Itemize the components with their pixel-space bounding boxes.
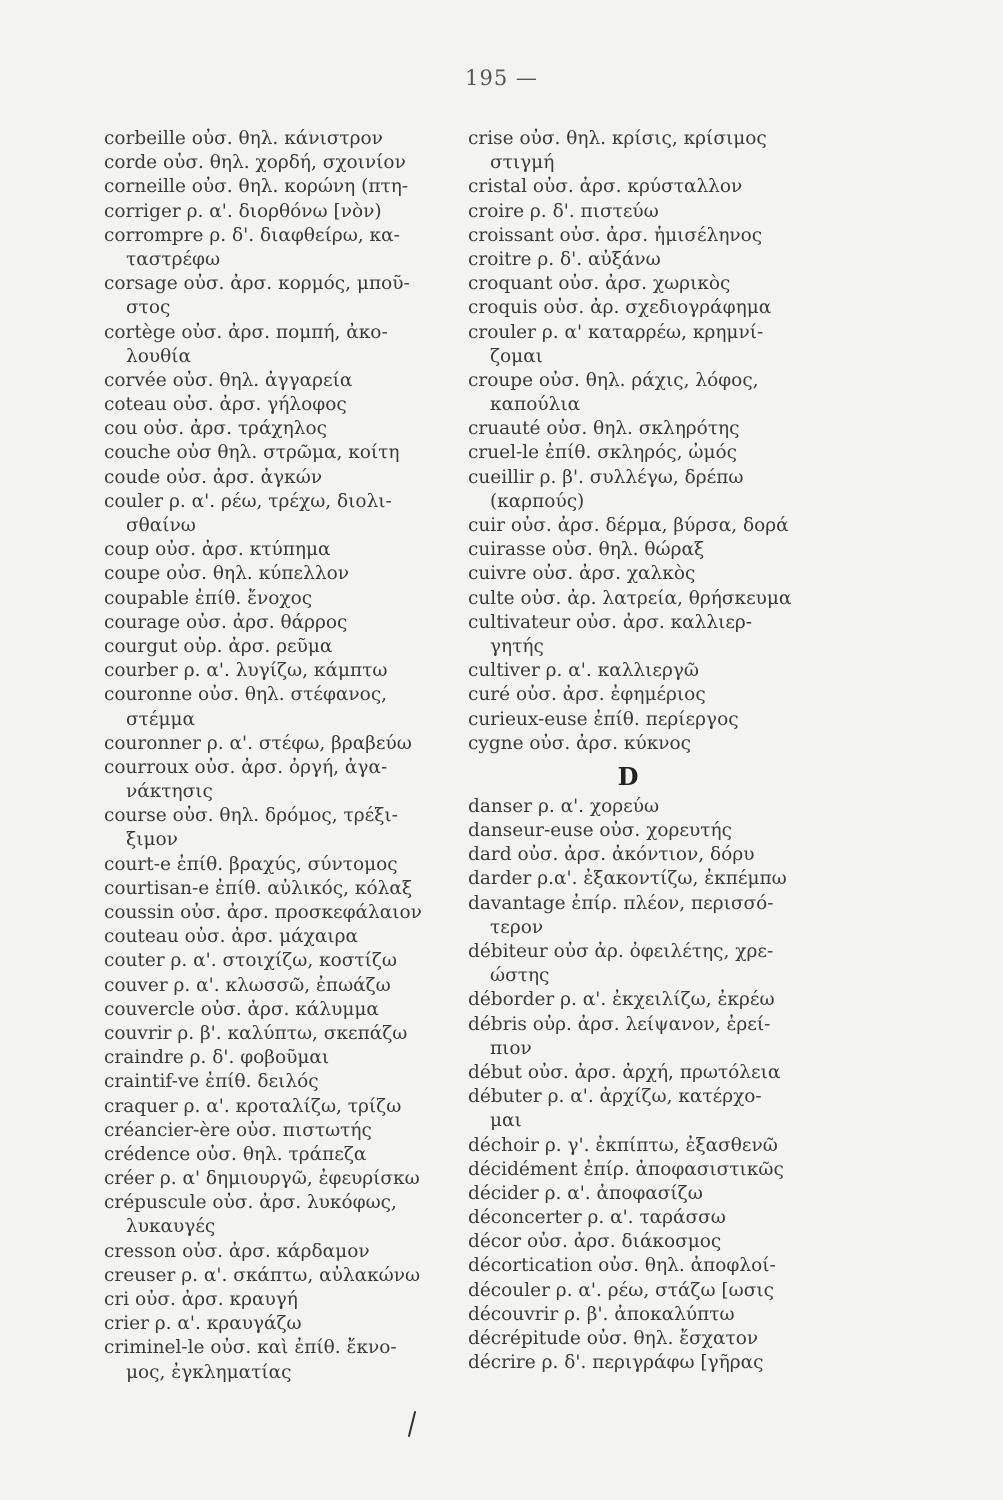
dictionary-entry: couvrir ρ. β'. καλύπτω, σκεπάζω xyxy=(104,1022,408,1044)
dictionary-entry: débuter ρ. α'. ἀρχίζω, κατέρχο- xyxy=(468,1086,762,1108)
entry-continuation: λυκαυγές xyxy=(126,1216,216,1238)
entry-continuation: πιον xyxy=(490,1037,532,1059)
dictionary-entry: corneille οὐσ. θηλ. κορώνη (πτη- xyxy=(104,176,409,198)
dictionary-entry: courage οὐσ. ἀρσ. θάρρος xyxy=(104,611,348,633)
dictionary-entry: corde οὐσ. θηλ. χορδή, σχοινίον xyxy=(104,152,406,174)
dictionary-entry: décrire ρ. δ'. περιγράφω [γῆρας xyxy=(468,1352,764,1374)
dictionary-entry: croire ρ. δ'. πιστεύω xyxy=(468,200,659,222)
dictionary-entry: débiteur οὐσ ἀρ. ὀφειλέτης, χρε- xyxy=(468,941,774,962)
dictionary-entry: décidément ἐπίρ. ἀποφασιστικῶς xyxy=(468,1158,784,1180)
dictionary-entry: courtisan-e ἐπίθ. αὐλικός, κόλαξ xyxy=(104,877,413,899)
entry-continuation: ώστης xyxy=(490,965,550,987)
dictionary-entry: croissant οὐσ. ἀρσ. ἡμισέληνος xyxy=(468,224,763,246)
entry-continuation: νάκτησις xyxy=(126,781,213,803)
dictionary-entry: crier ρ. α'. κραυγάζω xyxy=(104,1313,302,1335)
dictionary-entry: couronne οὐσ. θηλ. στέφανος, xyxy=(104,684,388,706)
dictionary-entry: danseur-euse οὐσ. χορευτής xyxy=(468,820,732,842)
dictionary-entry: crise οὐσ. θηλ. κρίσις, κρίσιμος xyxy=(468,128,767,149)
entry-continuation: λουθία xyxy=(126,345,191,367)
dictionary-entry: creuser ρ. α'. σκάπτω, αὐλακώνω xyxy=(104,1264,421,1286)
dictionary-entry: couver ρ. α'. κλωσσῶ, ἐπωάζω xyxy=(104,974,391,996)
dictionary-entry: cuir οὐσ. ἀρσ. δέρμα, βύρσα, δορά xyxy=(468,515,789,536)
dictionary-entry: crépuscule οὐσ. ἀρσ. λυκόφως, xyxy=(104,1192,397,1214)
dictionary-entry: curieux-euse ἐπίθ. περίεργος xyxy=(468,708,739,730)
dictionary-entry: corriger ρ. α'. διορθόνω [νὸν) xyxy=(104,200,382,222)
dictionary-entry: court-e ἐπίθ. βραχύς, σύντομος xyxy=(104,853,398,875)
dictionary-entry: déconcerter ρ. α'. ταράσσω xyxy=(468,1207,726,1229)
entry-continuation: ζομαι xyxy=(490,345,543,367)
dictionary-entry: croitre ρ. δ'. αὐξάνω xyxy=(468,248,661,270)
dictionary-entry: crédence οὐσ. θηλ. τράπεζα xyxy=(104,1143,367,1165)
dictionary-entry: courroux οὐσ. ἀρσ. ὀργή, ἀγα- xyxy=(104,756,388,778)
dictionary-entry: cuirasse οὐσ. θηλ. θώραξ xyxy=(468,539,705,561)
dictionary-entry: coupe οὐσ. θηλ. κύπελλον xyxy=(104,563,349,585)
dictionary-entry: débris οὐρ. ἀρσ. λείψανον, ἐρεί- xyxy=(468,1013,771,1035)
page-number: 195 — xyxy=(465,66,538,90)
entry-continuation: (καρπούς) xyxy=(490,490,585,512)
dictionary-entry: découler ρ. α'. ρέω, στάζω [ωσις xyxy=(468,1279,774,1301)
dictionary-entry: décortication οὐσ. θηλ. ἀποφλοί- xyxy=(468,1255,776,1277)
dictionary-entry: corbeille οὐσ. θηλ. κάνιστρον xyxy=(104,128,383,149)
dictionary-entry: criminel-le οὐσ. καὶ ἐπίθ. ἔκνο- xyxy=(104,1337,397,1359)
section-letter: D xyxy=(617,761,639,791)
dictionary-entry: coupable ἐπίθ. ἔνοχος xyxy=(104,587,313,609)
entry-continuation: μαι xyxy=(490,1110,522,1132)
dictionary-entry: darder ρ.α'. ἐξακοντίζω, ἐκπέμπω xyxy=(468,868,787,890)
dictionary-entry: découvrir ρ. β'. ἀποκαλύπτω xyxy=(468,1303,735,1325)
dictionary-entry: décrépitude οὐσ. θηλ. ἔσχατον xyxy=(468,1328,759,1349)
dictionary-entry: curé οὐσ. ἀρσ. ἐφημέριος xyxy=(468,684,706,706)
dictionary-entry: cristal οὐσ. ἀρσ. κρύσταλλον xyxy=(468,176,743,198)
dictionary-entry: coteau οὐσ. ἀρσ. γήλοφος xyxy=(104,394,347,416)
entry-continuation: σθαίνω xyxy=(126,515,196,536)
dictionary-entry: croquis οὐσ. ἀρ. σχεδιογράφημα xyxy=(468,297,772,319)
dictionary-entry: cruel-le ἐπίθ. σκληρός, ὠμός xyxy=(468,442,737,464)
entry-continuation: ταστρέφω xyxy=(126,248,221,270)
dictionary-entry: courber ρ. α'. λυγίζω, κάμπτω xyxy=(104,660,388,682)
dictionary-entry: couter ρ. α'. στοιχίζω, κοστίζω xyxy=(104,950,398,972)
entry-continuation: στέμμα xyxy=(126,708,195,730)
dictionary-entry: cultivateur οὐσ. ἀρσ. καλλιερ- xyxy=(468,611,753,633)
dictionary-entry: couronner ρ. α'. στέφω, βραβεύω xyxy=(104,732,412,754)
dictionary-entry: décor οὐσ. ἀρσ. διάκοσμος xyxy=(468,1231,722,1253)
dictionary-entry: couteau οὐσ. ἀρσ. μάχαιρα xyxy=(104,926,358,948)
dictionary-entry: craindre ρ. δ'. φοβοῦμαι xyxy=(104,1047,330,1069)
dictionary-entry: couvercle οὐσ. ἀρσ. κάλυμμα xyxy=(104,998,379,1020)
dictionary-entry: créer ρ. α' δημιουργῶ, ἐφευρίσκω xyxy=(104,1168,420,1190)
entry-continuation: τερον xyxy=(490,916,544,938)
dictionary-entry: craintif-ve ἐπίθ. δειλός xyxy=(104,1071,319,1093)
dictionary-entry: cri οὐσ. ἀρσ. κραυγή xyxy=(104,1289,298,1310)
dictionary-entry: dard οὐσ. ἀρσ. ἀκόντιον, δόρυ xyxy=(468,844,755,866)
dictionary-entry: courgut οὐρ. ἀρσ. ρεῦμα xyxy=(104,635,333,657)
dictionary-entry: cortège οὐσ. ἀρσ. πομπή, ἀκο- xyxy=(104,321,388,343)
dictionary-entry: cruauté οὐσ. θηλ. σκληρότης xyxy=(468,418,740,440)
dictionary-entry: crouler ρ. α' καταρρέω, κρημνί- xyxy=(468,321,764,343)
dictionary-entry: croupe οὐσ. θηλ. ράχις, λόφος, xyxy=(468,369,759,391)
dictionary-entry: déborder ρ. α'. ἐκχειλίζω, ἐκρέω xyxy=(468,989,775,1011)
dictionary-entry: corvée οὐσ. θηλ. ἀγγαρεία xyxy=(104,369,353,391)
dictionary-entry: coup οὐσ. ἀρσ. κτύπημα xyxy=(104,539,331,561)
dictionary-entry: craquer ρ. α'. κροταλίζω, τρίζω xyxy=(104,1095,402,1117)
dictionary-entry: début οὐσ. ἀρσ. ἀρχή, πρωτόλεια xyxy=(468,1061,781,1083)
entry-continuation: γητής xyxy=(490,635,544,657)
dictionary-entry: cresson οὐσ. ἀρσ. κάρδαμον xyxy=(104,1240,370,1262)
dictionary-entry: déchoir ρ. γ'. ἐκπίπτω, ἐξασθενῶ xyxy=(468,1134,778,1156)
dictionary-entry: cuivre οὐσ. ἀρσ. χαλκὸς xyxy=(468,563,696,585)
dictionary-entry: course οὐσ. θηλ. δρόμος, τρέξι- xyxy=(104,805,398,827)
right-column xyxy=(468,127,808,1375)
entry-continuation: στιγμή xyxy=(490,152,555,174)
dictionary-entry: coude οὐσ. ἀρσ. ἀγκών xyxy=(104,466,323,488)
dictionary-entry: cultiver ρ. α'. καλλιεργῶ xyxy=(468,660,700,682)
dictionary-entry: croquant οὐσ. ἀρσ. χωρικὸς xyxy=(468,273,731,295)
dictionary-entry: coussin οὐσ. ἀρσ. προσκεφάλαιον xyxy=(104,902,422,923)
dictionary-entry: corrompre ρ. δ'. διαφθείρω, κα- xyxy=(104,224,400,246)
dictionary-entry: couche οὐσ θηλ. στρῶμα, κοίτη xyxy=(104,442,400,464)
pen-mark xyxy=(405,1410,419,1438)
entry-continuation: ξιμον xyxy=(126,829,178,851)
entry-continuation: καπούλια xyxy=(490,394,581,416)
dictionary-entry: culte οὐσ. ἀρ. λατρεία, θρήσκευμα xyxy=(468,587,792,609)
dictionary-entry: danser ρ. α'. χορεύω xyxy=(468,795,660,817)
dictionary-entry: couler ρ. α'. ρέω, τρέχω, διολι- xyxy=(104,490,392,512)
dictionary-entry: décider ρ. α'. ἀποφασίζω xyxy=(468,1182,703,1204)
entry-continuation: μος, ἐγκληματίας xyxy=(126,1361,292,1383)
dictionary-entry: corsage οὐσ. ἀρσ. κορμός, μποῦ- xyxy=(104,273,410,295)
dictionary-entry: créancier-ère οὐσ. πιστωτής xyxy=(104,1119,372,1141)
entry-continuation: στος xyxy=(126,297,171,319)
dictionary-entry: cueillir ρ. β'. συλλέγω, δρέπω xyxy=(468,466,744,488)
left-column xyxy=(104,127,464,1385)
dictionary-entry: cou οὐσ. ἀρσ. τράχηλος xyxy=(104,418,327,440)
dictionary-entry: cygne οὐσ. ἀρσ. κύκνος xyxy=(468,732,692,754)
dictionary-entry: davantage ἐπίρ. πλέον, περισσό- xyxy=(468,892,774,914)
